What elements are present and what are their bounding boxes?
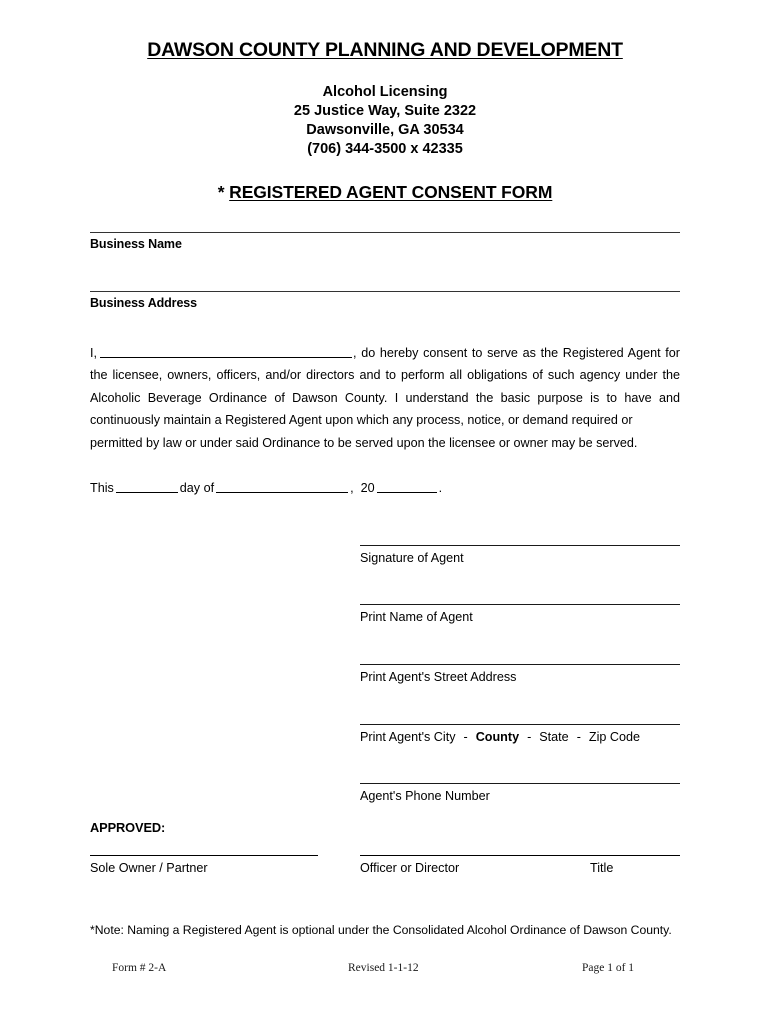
print-name-of-agent-label: Print Name of Agent <box>360 610 473 624</box>
consent-body-text: the licensee, owners, officers, and/or directors and to perform all obligations of such agency under the Alcoholic Beverage Ordinance of Dawson County. I understand the basic purpose is to have and continuously maintain a Registered Agent upon which any process, notice, or demand required or <box>90 368 680 428</box>
form-title <box>90 182 680 203</box>
print-agent-city-county-state-zip-label <box>360 725 680 745</box>
agent-name-blank[interactable] <box>100 346 352 358</box>
separator-dash-3: - <box>576 730 581 744</box>
date-comma: , <box>350 481 354 495</box>
consent-lead: I, <box>90 346 97 360</box>
date-line <box>90 479 680 497</box>
city-label: Print Agent's City <box>360 730 456 744</box>
street-address: 25 Justice Way, Suite 2322 <box>293 103 477 120</box>
agency-address-block <box>90 83 680 159</box>
print-agent-street-address-label: Print Agent's Street Address <box>360 670 517 684</box>
approved-heading: APPROVED: <box>90 820 166 835</box>
print-agent-city-county-state-zip-field[interactable] <box>360 724 680 745</box>
print-agent-street-address-field[interactable] <box>360 664 680 685</box>
year-blank[interactable] <box>377 481 437 493</box>
consent-last-line: permitted by law or under said Ordinance to be served upon the licensee or owner may be served. <box>90 435 638 450</box>
day-blank[interactable] <box>116 481 178 493</box>
form-title-text: REGISTERED AGENT CONSENT FORM <box>229 182 553 203</box>
month-blank[interactable] <box>216 481 348 493</box>
consent-line1-tail: , do hereby consent to serve as the Registered Agent for <box>353 346 680 360</box>
officer-director-text: Officer or Director <box>360 861 460 875</box>
page-number: Page 1 of 1 <box>582 962 635 974</box>
consent-paragraph <box>90 342 680 454</box>
date-dayof-label: day of <box>179 481 215 495</box>
separator-dash-1: - <box>463 730 468 744</box>
form-title-asterisk: * <box>217 182 225 203</box>
revision-date: Revised 1-1-12 <box>348 962 419 974</box>
phone-number: (706) 344-3500 x 42335 <box>307 141 463 158</box>
city-state-zip: Dawsonville, GA 30534 <box>306 122 464 139</box>
division-name: Alcohol Licensing <box>322 84 448 101</box>
business-address-field[interactable] <box>90 291 680 311</box>
date-this-label: This <box>90 481 114 495</box>
sole-owner-partner-field[interactable] <box>90 855 318 876</box>
sole-owner-partner-label: Sole Owner / Partner <box>90 861 208 875</box>
document-header <box>90 40 680 203</box>
business-name-label: Business Name <box>90 237 182 251</box>
title-label: Title <box>590 861 614 875</box>
signature-of-agent-field[interactable] <box>360 545 680 566</box>
footnote-text: *Note: Naming a Registered Agent is optional under the Consolidated Alcohol Ordinance of Dawson County. <box>90 923 672 937</box>
business-address-label: Business Address <box>90 296 198 310</box>
form-number: Form # 2-A <box>112 962 167 974</box>
agent-phone-number-field[interactable] <box>360 783 680 804</box>
officer-director-field[interactable] <box>360 855 680 876</box>
business-name-field[interactable] <box>90 232 680 252</box>
officer-director-label <box>360 856 680 876</box>
date-century-label: 20 <box>360 481 375 495</box>
county-label: County <box>475 730 520 744</box>
state-label: State <box>539 730 569 744</box>
department-title: DAWSON COUNTY PLANNING AND DEVELOPMENT <box>147 39 623 61</box>
agent-phone-number-label: Agent's Phone Number <box>360 789 490 803</box>
signature-of-agent-label: Signature of Agent <box>360 551 464 565</box>
zip-code-label: Zip Code <box>588 730 640 744</box>
separator-dash-2: - <box>527 730 532 744</box>
print-name-of-agent-field[interactable] <box>360 604 680 625</box>
date-period: . <box>438 481 443 495</box>
